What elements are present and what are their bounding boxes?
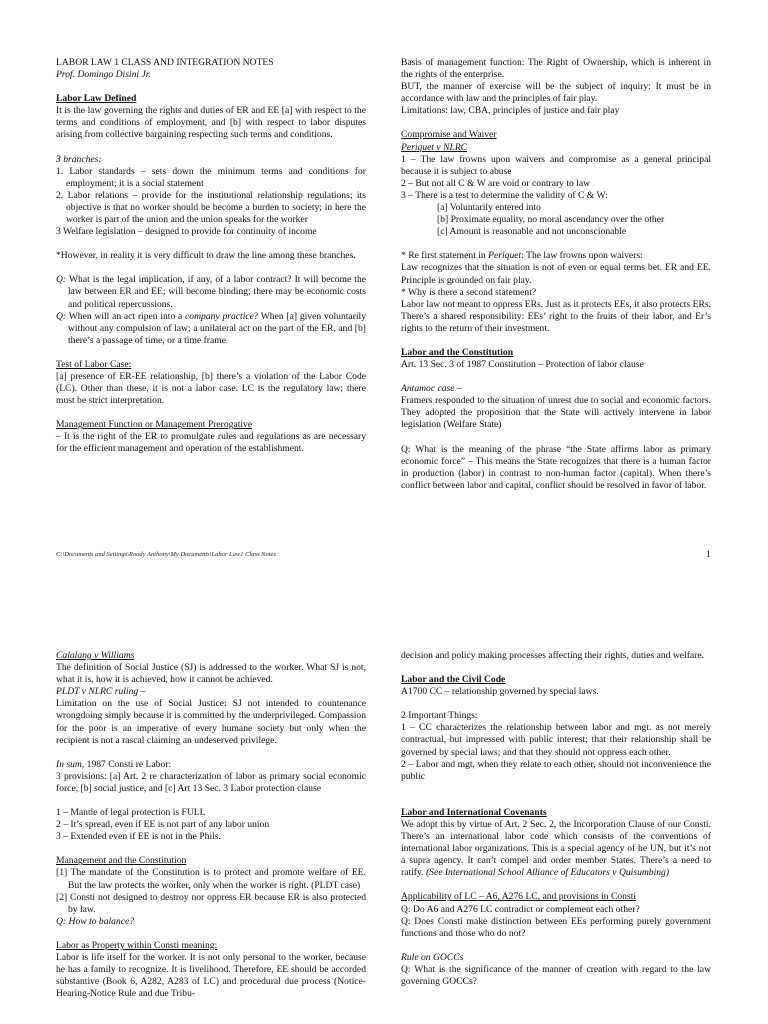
limitations-text: Limitations: law, CBA, principles of justice and fair play: [401, 105, 620, 117]
case-periquet: Periquet v NLRC: [401, 141, 468, 153]
mc-1: [1] The mandate of the Constitution is to protect and promote welfare of EE. But the law protects the worker, only when the worker is right. (PLDT case): [56, 867, 366, 891]
question-a6-a276: Q: Do A6 and A276 LC contradict or complement each other?: [401, 903, 640, 915]
property-text: Labor is life itself for the worker. It is not only personal to the worker, because he has a family to recognize. It is livelihood. Therefore, EE should be accorded substantive (Book 6, A282, A283 of LC) and procedural due process (Notice-Hearing-Notice Rule and due Tribu-: [56, 951, 366, 1000]
management-text: – It is the right of the ER to promulgate rules and regulations as are necessary for the efficient management and operation of the establishment.: [56, 431, 366, 455]
heading-applicability: Applicability of LC – A6, A276 LC, and provisions in Consti: [401, 891, 637, 903]
sj-definition: The definition of Social Justice (SJ) is addressed to the worker. What SJ is not, what it is, how it is achieved, how it cannot be achieved.: [56, 662, 366, 686]
page-separator: [0, 585, 768, 638]
page-2: [0, 638, 768, 1024]
thing-1: 1 – CC characterizes the relationship between labor and mgt. as not merely contractual, but impressed with public interest; that their relationship shall be governed by special laws; and that they should not oppress each other.: [401, 722, 711, 758]
compromise-c: [c] Amount is reasonable and not unconscionable: [437, 226, 627, 238]
important-things: 2 Important Things:: [401, 710, 478, 722]
mantle-1: 1 – Mantle of legal protection is FULL: [56, 807, 206, 819]
limitation-text: Limitation on the use of Social Justice: SJ not intended to countenance wrongdoing simply because it is committed by the underprivileged. Compassion for the poor is an imperative of every humane society but only when the recipient is not a rascal claiming an undeserved privilege.: [56, 698, 366, 746]
continued-text: decision and policy making processes affecting their rights, duties and welfare.: [401, 650, 704, 661]
heading-labor-law-defined: Labor Law Defined: [56, 93, 137, 105]
art13-text: Art. 13 Sec. 3 of 1987 Constitution – Protection of labor clause: [401, 359, 644, 371]
a1700-text: A1700 CC – relationship governed by special laws.: [401, 686, 599, 698]
compromise-a: [a] Voluntarily entered into: [437, 202, 541, 214]
compromise-1: 1 – The law frowns upon waivers and compromise as a general principal because it is subject to abuse: [401, 153, 711, 177]
compromise-b: [b] Proximate equality, no moral ascendancy over the other: [437, 214, 665, 226]
question-balance: Q: How to balance?: [56, 915, 135, 927]
doc-title: LABOR LAW 1 CLASS AND INTEGRATION NOTES: [56, 57, 274, 68]
thing-2: 2 – Labor and mgt, when they relate to each other, should not inconvenience the public: [401, 758, 711, 782]
heading-test-of-labor-case: Test of Labor Case:: [56, 358, 132, 370]
re-first-statement: * Re first statement in Periquet: The law frowns upon waivers:: [401, 250, 643, 262]
heading-management-function: Management Function or Management Prerogative: [56, 419, 253, 431]
page1-left-column: [56, 57, 366, 456]
branch-2: 2. Labor relations – provide for the institutional relationship regulations; its objective is that no worker should be become a burden to society; in here the worker is part of the union and the union speaks for the worker: [56, 189, 366, 226]
heading-labor-property: Labor as Property within Consti meaning:: [56, 939, 218, 951]
test-text: [a] presence of ER-EE relationship, [b] there’s a violation of the Labor Code (LC). Other than these, it is not a labor case. LC is the regulatory law; there must be strict interpretation.: [56, 370, 366, 407]
question-labor-contract: Q: What is the legal implication, if any, of a labor contract? It will become the law between ER and EE; will become binding; there may be economic costs and political repercussions.: [56, 274, 366, 310]
case-calalang: Calalang v Williams: [56, 650, 135, 661]
compromise-2: 2 – But not all C & W are void or contrary to law: [401, 177, 591, 189]
framers-text: Framers responded to the situation of unrest due to social and economic factors. They adopted the proposition that the State will actively intervene in labor legislation (Welfare State): [401, 395, 711, 431]
compromise-3: 3 – There is a test to determine the validity of C & W:: [401, 189, 608, 201]
heading-labor-constitution: Labor and the Constitution: [401, 346, 514, 358]
mantle-3: 3 – Extended even if EE is not in the Phils.: [56, 831, 221, 843]
heading-compromise-waiver: Compromise and Waiver: [401, 129, 497, 141]
why-second: * Why is there a second statement?: [401, 286, 537, 298]
branch-1: 1. Labor standards – sets down the minimum terms and conditions for employment; it is a social statement: [56, 165, 366, 189]
mantle-2: 2 – It’s spread, even if EE is not part of any labor union: [56, 819, 270, 831]
international-text: We adopt this by virtue of Art. 2 Sec. 2, the Incorporation Clause of our Consti. There’s an international labor code which consists of the conventions of international labor organizations. This is a special agency of he UN, but it’s not a supra agency. It can’t compel and order member States. There’s a need to ratify. (See International School Alliance of Educators v Quisumbing): [401, 818, 711, 879]
branch-3: 3 Welfare legislation – designed to provide for continuity of income: [56, 226, 317, 238]
provisions-text: 3 provisions: [a] Art. 2 re characterization of labor as primary social economic force, [b] social justice, and [c] Art 13 Sec. 3 Labor protection clause: [56, 770, 366, 794]
case-pldt: PLDT v NLRC ruling –: [56, 686, 146, 698]
page2-right-column: [401, 650, 711, 988]
law-recognizes: Law recognizes that the situation is not of even or equal terms bet. ER and EE. Principle is grounded on fair play.: [401, 262, 711, 286]
page-footer-path: C:\Documents and Settings\Roody Anthony\My Documents\Labor Law1 Class Notes: [56, 551, 276, 558]
case-antamoc: Antamoc case –: [401, 383, 462, 395]
heading-management-constitution: Management and the Constitution: [56, 855, 187, 867]
doc-author: Prof. Domingo Disini Jr.: [56, 69, 151, 81]
defined-text: It is the law governing the rights and duties of ER and EE [a] with respect to the terms and conditions of employment, and [b] with respect to labor disputes arising from collective bargaining respecting such terms and conditions.: [56, 105, 366, 141]
heading-civil-code: Labor and the Civil Code: [401, 674, 506, 686]
not-meant-text: Labor law not meant to oppress ERs. Just as it protects EEs, it also protects ERs. There’s a shared responsibility: EEs’ right to the fruits of their labor, and Er’s rights to the return of their investment.: [401, 298, 711, 334]
however-note: *However, in reality it is very difficult to draw the line among these branches.: [56, 250, 356, 262]
question-consti-distinction: Q: Does Consti make distinction between EEs performing purely government functions and those who do not?: [401, 915, 711, 939]
but-text: BUT, the manner of exercise will be the subject of inquiry: It must be in accordance with law and the principles of fair play.: [401, 81, 711, 105]
heading-international-covenants: Labor and International Covenants: [401, 806, 547, 818]
page-number: 1: [706, 549, 711, 560]
rule-on-goccs: Rule on GOCCs: [401, 951, 464, 963]
question-company-practice: Q: When will an act ripen into a company practice? When [a] given voluntarily without any compulsion of law; a unilateral act on the part of the ER, and [b] there’s a passage of time, or a time frame: [56, 310, 367, 346]
question-primary-economic-force: Q: What is the meaning of the phrase “the State affirms labor as primary economic force” – This means the State recognizes that there is a human factor in production (labor) in contrast to non-human factor (capital). When there’s conflict between labor and capital, conflict should be resolved in favor of labor.: [401, 443, 711, 491]
branches-heading: 3 branches:: [56, 153, 102, 165]
page2-left-column: [56, 650, 366, 1000]
basis-text: Basis of management function: The Right of Ownership, which is inherent in the rights of the enterprise.: [401, 57, 711, 81]
question-gocc-creation: Q: What is the significance of the manner of creation with regard to the law governing GOCCs?: [401, 963, 711, 987]
mc-2: [2] Consti not designed to destroy nor oppress ER because ER is also protected by law.: [56, 891, 366, 915]
in-sum-line: In sum, 1987 Consti re Labor:: [56, 758, 172, 770]
page1-right-column: [401, 57, 711, 492]
